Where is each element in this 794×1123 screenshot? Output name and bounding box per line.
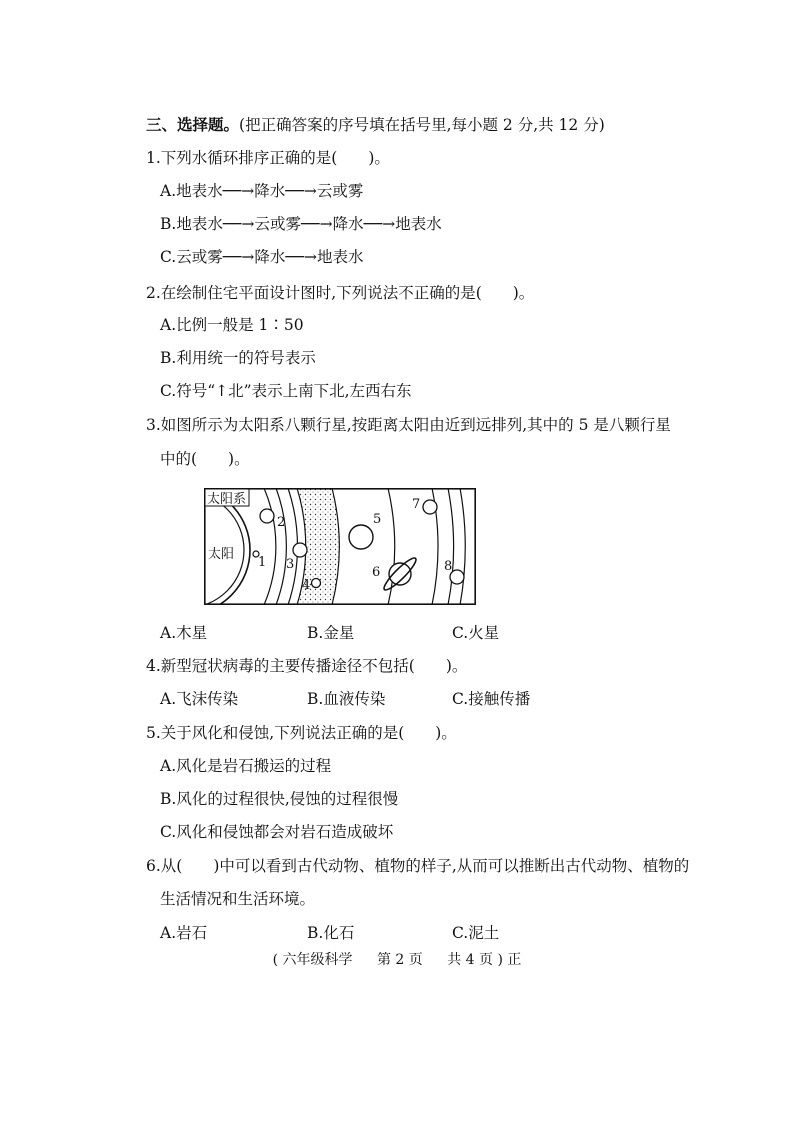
planet-label-4: 4 xyxy=(302,578,311,593)
section-heading: 三、选择题。 xyxy=(146,115,240,134)
question-3-stem-continued: 中的( )。 xyxy=(160,450,250,468)
footer-page: 第 2 页 xyxy=(376,952,423,968)
question-6-option-c: C.泥土 xyxy=(452,924,500,942)
question-4-option-b: B.血液传染 xyxy=(307,690,386,708)
planet-7 xyxy=(423,500,437,514)
planet-label-1: 1 xyxy=(258,555,267,570)
question-6-stem-continued: 生活情况和生活环境。 xyxy=(160,890,316,908)
question-6-option-b: B.化石 xyxy=(307,924,355,942)
section-instruction: (把正确答案的序号填在括号里,每小题 2 分,共 12 分) xyxy=(239,116,605,134)
question-6-options xyxy=(160,922,600,944)
question-4-stem: 4.新型冠状病毒的主要传播途径不包括( )。 xyxy=(146,657,468,675)
planet-5 xyxy=(349,525,373,549)
question-2-stem: 2.在绘制住宅平面设计图时,下列说法不正确的是( )。 xyxy=(146,284,535,302)
footer-course: ( 六年级科学 xyxy=(272,952,353,968)
question-2-option-c: C.符号“↑北”表示上南下北,左西右东 xyxy=(160,382,412,400)
question-3-stem: 3.如图所示为太阳系八颗行星,按距离太阳由近到远排列,其中的 5 是八颗行星 xyxy=(146,416,671,434)
planet-label-3: 3 xyxy=(286,557,295,572)
question-3-option-c: C.火星 xyxy=(452,624,500,642)
orbit-8 xyxy=(460,488,465,605)
question-5-option-c: C.风化和侵蚀都会对岩石造成破坏 xyxy=(160,823,394,841)
question-1-stem: 1.下列水循环排序正确的是( )。 xyxy=(146,149,390,167)
question-2-option-b: B.利用统一的符号表示 xyxy=(160,349,316,367)
question-4-option-c: C.接触传播 xyxy=(452,690,531,708)
planet-label-5: 5 xyxy=(373,512,382,527)
question-2-option-a: A.比例一般是 1∶50 xyxy=(160,316,304,334)
question-3-option-b: B.金星 xyxy=(307,624,355,642)
question-3-option-a: A.木星 xyxy=(160,624,208,642)
planet-4 xyxy=(312,579,321,588)
question-3-options xyxy=(160,622,600,644)
question-1-option-a: A.地表水──→降水──→云或雾 xyxy=(160,182,364,200)
question-1-option-b: B.地表水──→云或雾──→降水──→地表水 xyxy=(160,215,442,233)
sun-label: 太阳 xyxy=(208,547,235,562)
diagram-title: 太阳系 xyxy=(207,492,247,507)
question-4-options xyxy=(160,688,600,710)
orbit-2 xyxy=(276,488,286,605)
question-5-option-a: A.风化是岩石搬运的过程 xyxy=(160,757,332,775)
planet-label-8: 8 xyxy=(444,559,453,574)
question-1-option-c: C.云或雾──→降水──→地表水 xyxy=(160,248,364,266)
question-6-option-a: A.岩石 xyxy=(160,924,208,942)
section-title xyxy=(146,114,605,136)
footer-total: 共 4 页 ) 正 xyxy=(447,952,522,968)
planet-label-2: 2 xyxy=(277,515,286,530)
question-4-option-a: A.飞沫传染 xyxy=(160,690,239,708)
planet-label-6: 6 xyxy=(372,565,381,580)
planet-3 xyxy=(293,543,307,557)
solar-system-diagram xyxy=(204,488,476,605)
planet-2 xyxy=(260,509,274,523)
orbit-1 xyxy=(264,488,276,605)
page-footer xyxy=(0,950,794,970)
question-5-option-b: B.风化的过程很快,侵蚀的过程很慢 xyxy=(160,790,399,808)
orbit-7 xyxy=(448,488,454,605)
planet-label-7: 7 xyxy=(412,497,421,512)
question-6-stem: 6.从( )中可以看到古代动物、植物的样子,从而可以推断出古代动物、植物的 xyxy=(146,857,690,875)
question-5-stem: 5.关于风化和侵蚀,下列说法正确的是( )。 xyxy=(146,724,457,742)
